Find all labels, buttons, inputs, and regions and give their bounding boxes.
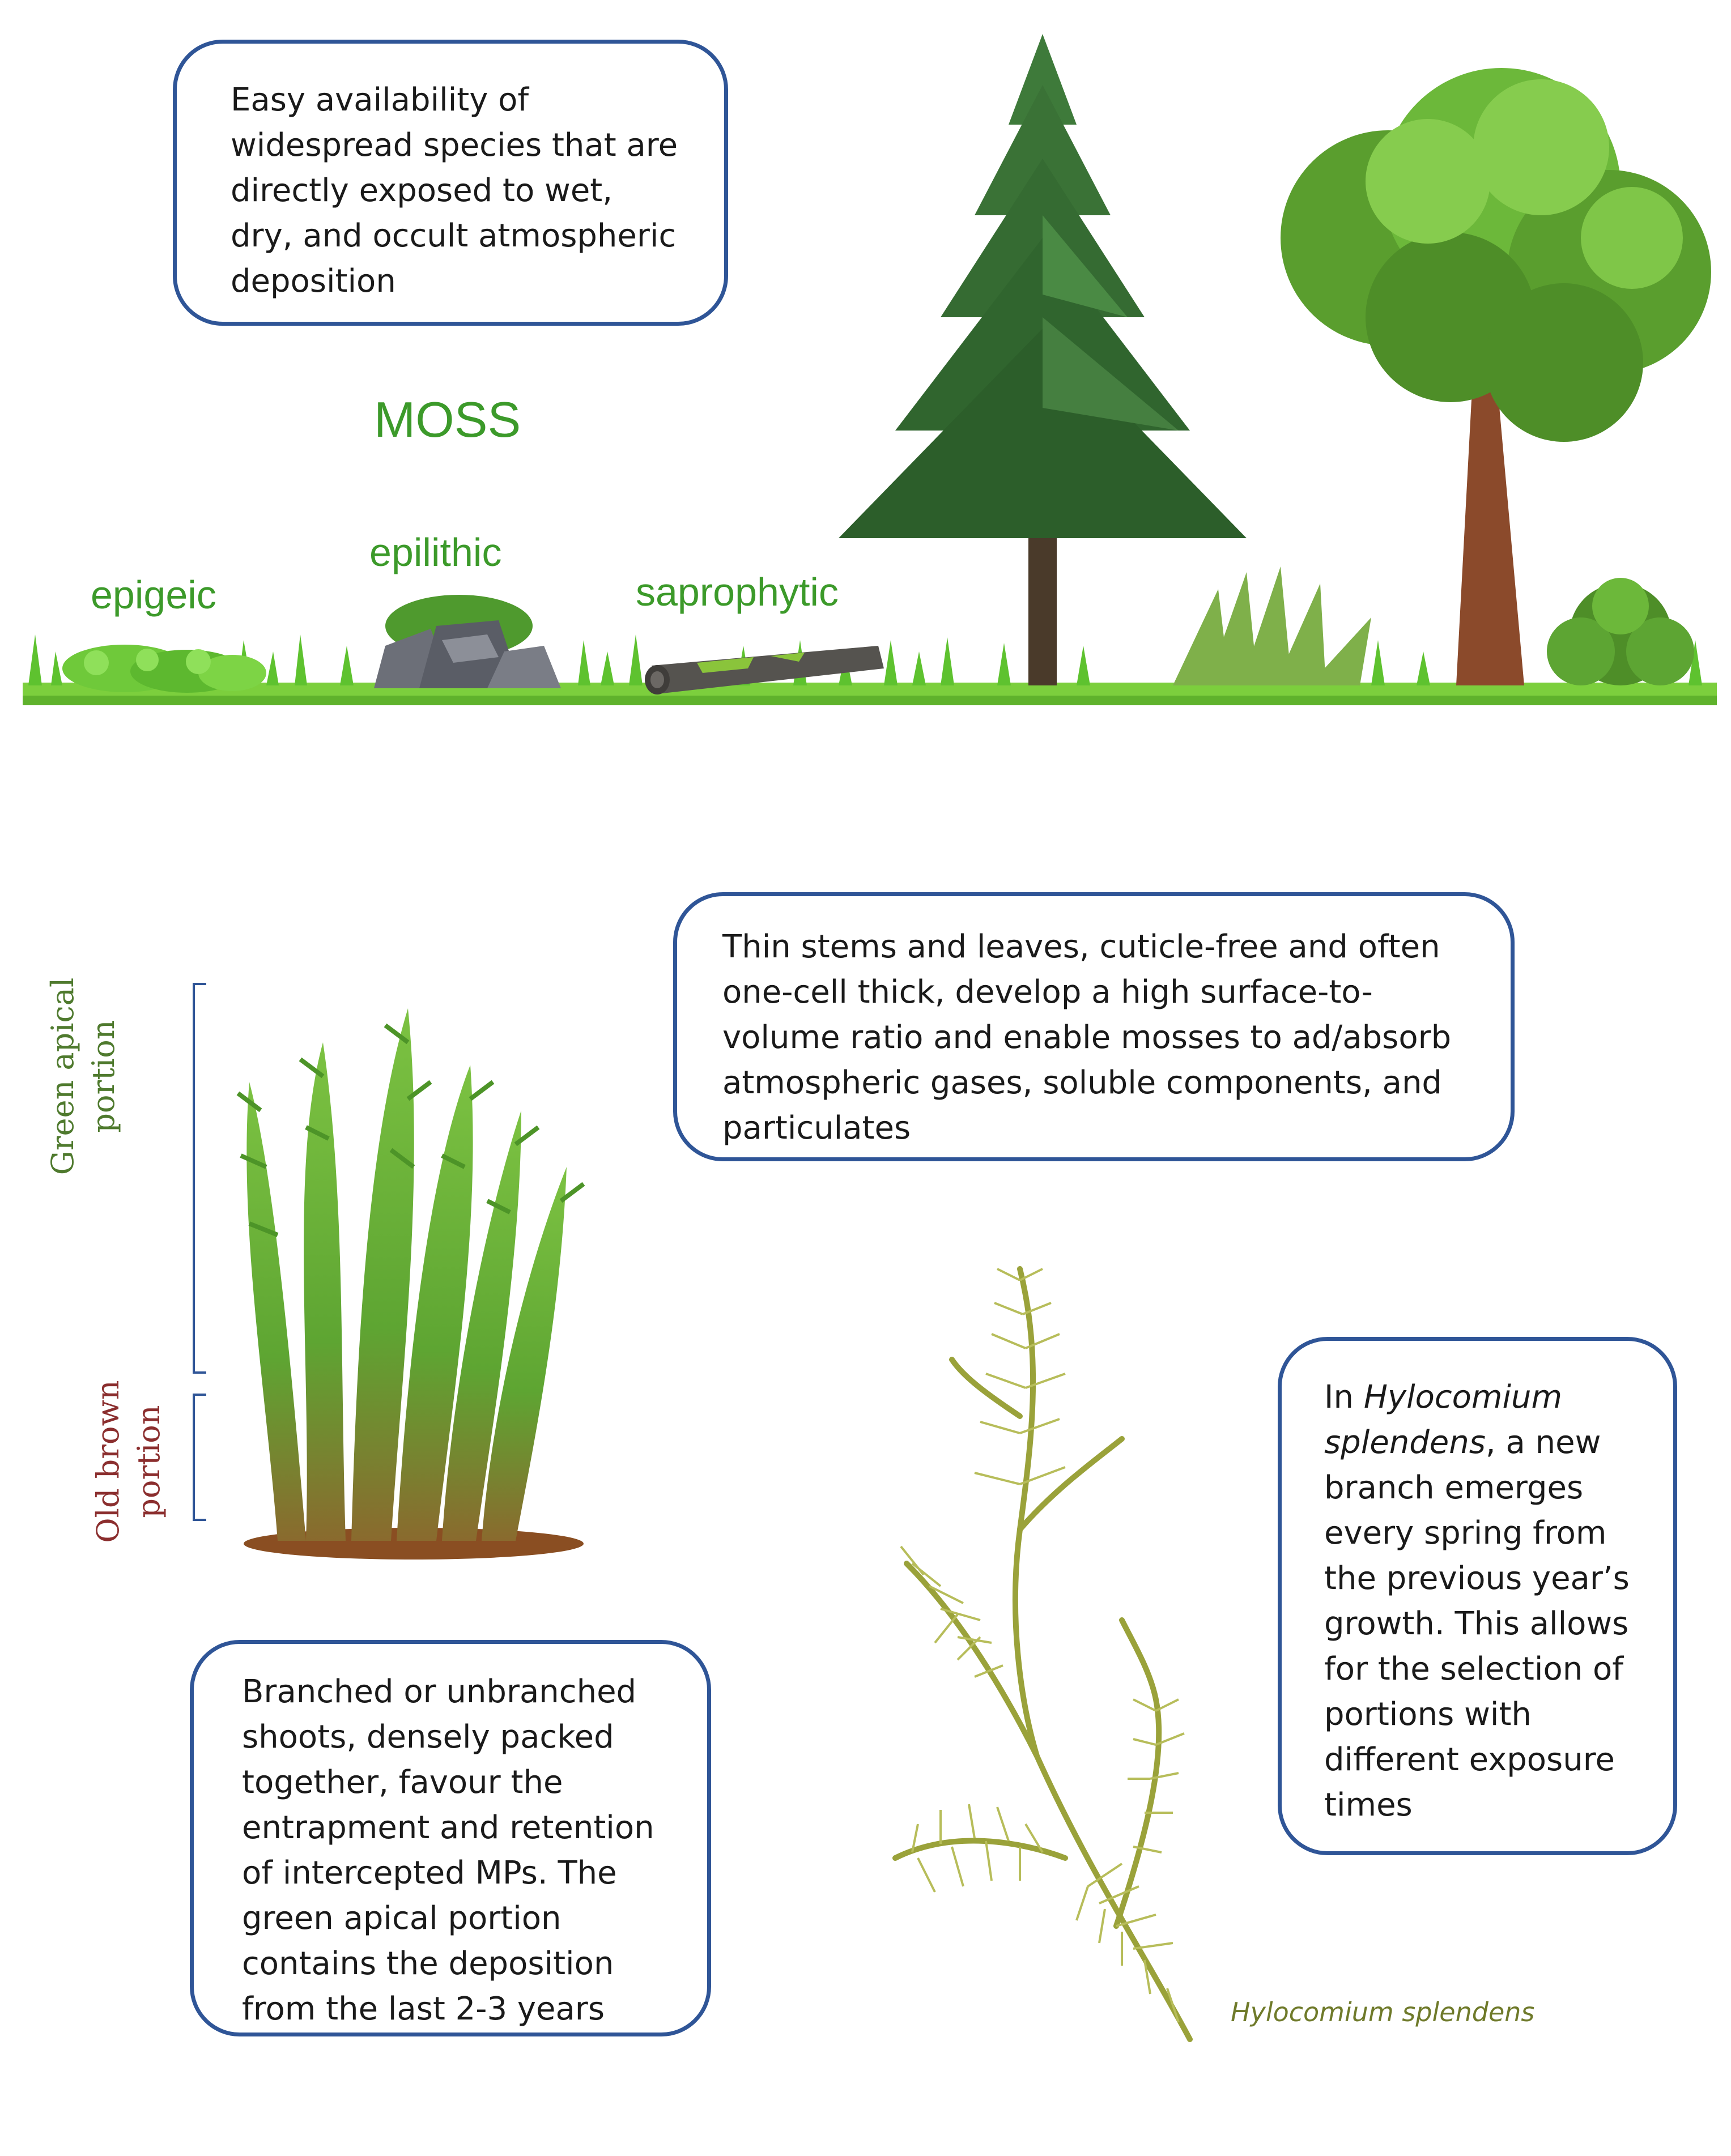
species-caption: Hylocomium splendens — [1231, 1997, 1535, 2027]
shoots-box — [190, 1640, 711, 2036]
moss-title: MOSS — [374, 391, 521, 448]
growth-species-name: Hylocomium splendens — [1324, 1379, 1563, 1461]
hylocomium-drawing — [850, 1246, 1235, 2153]
structure-text: Thin stems and leaves, cuticle-free and often one-cell thick, develop a high surface-to-volume ratio and enable mosses to ad/absorb atmospheric gases, soluble components, and particulates — [722, 928, 1452, 1147]
grass-tuft-icon — [1173, 566, 1371, 685]
growth-box — [1278, 1337, 1677, 1855]
brown-portion-bracket — [193, 1394, 206, 1521]
structure-box — [673, 892, 1515, 1161]
conifer-tree-icon — [839, 34, 1247, 685]
growth-text: In Hylocomium splendens, a new branch emerges every spring from the previous year’s growth. This allows for the selection of portions with different exposure times — [1324, 1379, 1630, 1823]
bush-icon — [1547, 578, 1694, 685]
green-portion-bracket — [193, 983, 206, 1374]
epigeic-moss-icon — [62, 645, 266, 693]
epilithic-rock-icon — [374, 595, 561, 688]
shoots-text: Branched or unbranched shoots, densely packed together, favour the entrapment and retention of intercepted MPs. The green apical portion contains the deposition from the last 2-3 years — [242, 1673, 654, 2027]
label-saprophytic: saprophytic — [636, 570, 839, 614]
availability-box — [173, 40, 728, 326]
moss-shoots-illustration — [227, 997, 601, 1563]
availability-text: Easy availability of widespread species that are directly exposed to wet, dry, and occult atmospheric deposition — [231, 82, 678, 300]
label-epigeic: epigeic — [91, 573, 216, 617]
label-epilithic: epilithic — [369, 530, 502, 574]
